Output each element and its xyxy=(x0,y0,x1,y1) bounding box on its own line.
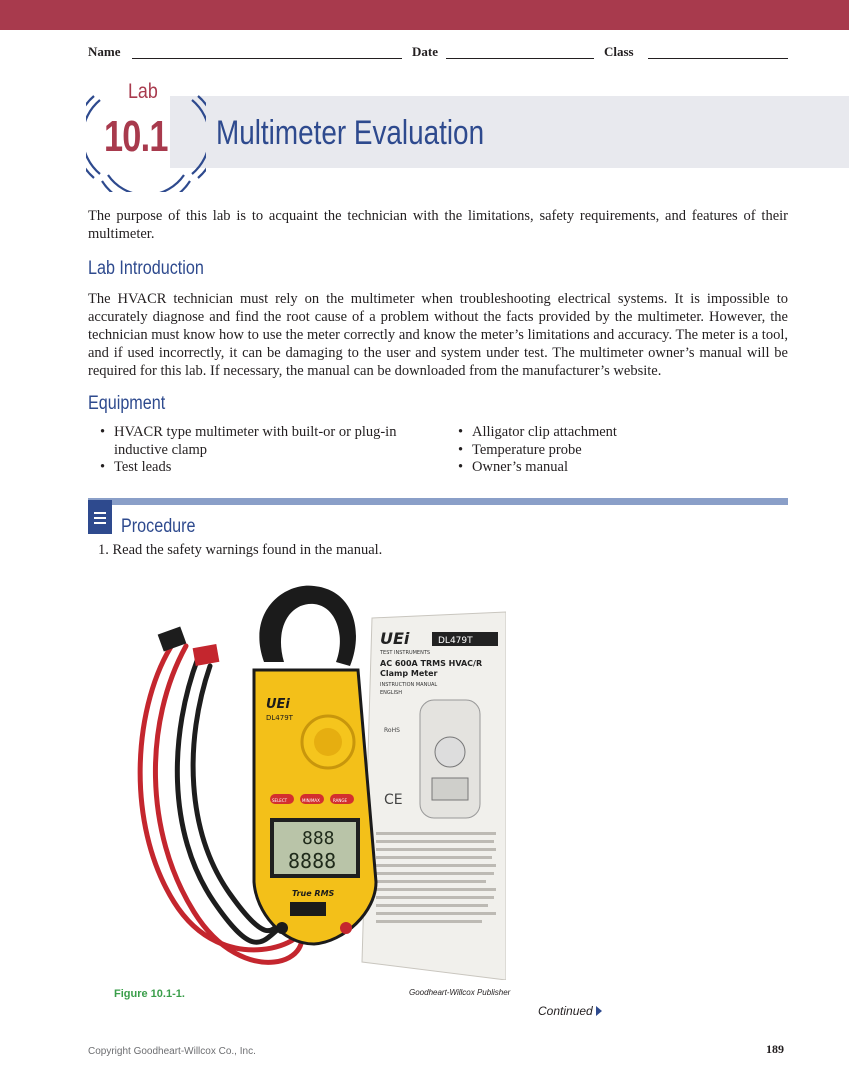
page-number: 189 xyxy=(766,1042,784,1056)
manual-model: DL479T xyxy=(438,636,473,646)
introduction-heading: Lab Introduction xyxy=(88,258,204,279)
list-item: • Test leads xyxy=(98,459,408,477)
manual-title-2: Clamp Meter xyxy=(380,669,438,678)
procedure-divider xyxy=(88,498,788,505)
clamp-meter-photo xyxy=(114,582,506,980)
manual-rohs: RoHS xyxy=(384,727,400,734)
meter-btn-3: RANGE xyxy=(333,798,347,803)
meter-model: DL479T xyxy=(266,714,293,722)
class-field[interactable] xyxy=(648,58,788,59)
procedure-heading: Procedure xyxy=(121,516,196,537)
meter-display-bottom: 8888 xyxy=(288,849,337,873)
equipment-list-right xyxy=(456,424,776,477)
continued-indicator xyxy=(538,1004,602,1018)
date-label: Date xyxy=(412,44,438,59)
clamp-meter-image xyxy=(254,670,376,944)
equipment-heading: Equipment xyxy=(88,393,166,414)
meter-display-top: 888 xyxy=(302,828,335,849)
continued-arrow-icon xyxy=(596,1006,602,1016)
purpose-paragraph: The purpose of this lab is to acquaint the technician with the limitations, safety requirements, and features of their multimeter. xyxy=(88,208,788,242)
figure-label: Figure 10.1-1. xyxy=(114,988,185,1000)
meter-brand: UEi xyxy=(266,697,290,712)
procedure-step-1 xyxy=(98,542,382,559)
manual-ce: CE xyxy=(384,792,403,808)
top-color-bar xyxy=(0,0,849,30)
manual-lang: ENGLISH xyxy=(380,690,402,696)
date-field[interactable] xyxy=(446,58,594,59)
introduction-paragraph: The HVACR technician must rely on the multimeter when troubleshooting electrical systems. It is impossible to accurately diagnose and find the root cause of a problem without the facts provided by the multimeter. However, the technician must know how to use the meter correctly and know the meter’s limitations and accuracy. The meter is a tool, and if used incorrectly, it can be damaging to the user and system under test. The multimeter owner’s manual will be required for this lab. If necessary, the manual can be downloaded from the manufacturer’s website. xyxy=(88,291,788,379)
procedure-list-icon xyxy=(88,500,112,534)
name-label: Name xyxy=(88,44,121,59)
owners-manual-image xyxy=(362,612,506,980)
manual-brand: UEi xyxy=(380,629,410,648)
figure-credit: Goodheart-Willcox Publisher xyxy=(409,988,511,997)
class-label: Class xyxy=(604,44,634,59)
continued-text: Continued xyxy=(538,1004,593,1018)
meter-trms: True RMS xyxy=(292,889,335,898)
manual-sub: INSTRUCTION MANUAL xyxy=(380,682,438,688)
list-item: • Alligator clip attachment xyxy=(456,424,776,442)
meter-btn-1: SELECT xyxy=(272,798,288,803)
step-text: Read the safety warnings found in the manual. xyxy=(112,542,383,558)
list-item: • HVACR type multimeter with built-or or plug-in inductive clamp xyxy=(98,424,408,459)
equipment-list-left xyxy=(98,424,408,477)
manual-title-1: AC 600A TRMS HVAC/R xyxy=(380,659,483,668)
list-item: • Temperature probe xyxy=(456,442,776,460)
page-title: Multimeter Evaluation xyxy=(216,114,485,152)
list-item: • Owner’s manual xyxy=(456,459,776,477)
step-number: 1. xyxy=(98,542,109,558)
manual-subtitle: TEST INSTRUMENTS xyxy=(380,650,431,656)
lab-number: 10.1 xyxy=(104,112,168,161)
name-field[interactable] xyxy=(132,58,402,59)
meter-btn-2: MIN/MAX xyxy=(302,798,320,803)
copyright: Copyright Goodheart-Willcox Co., Inc. xyxy=(88,1046,256,1057)
lab-word: Lab xyxy=(128,80,158,103)
